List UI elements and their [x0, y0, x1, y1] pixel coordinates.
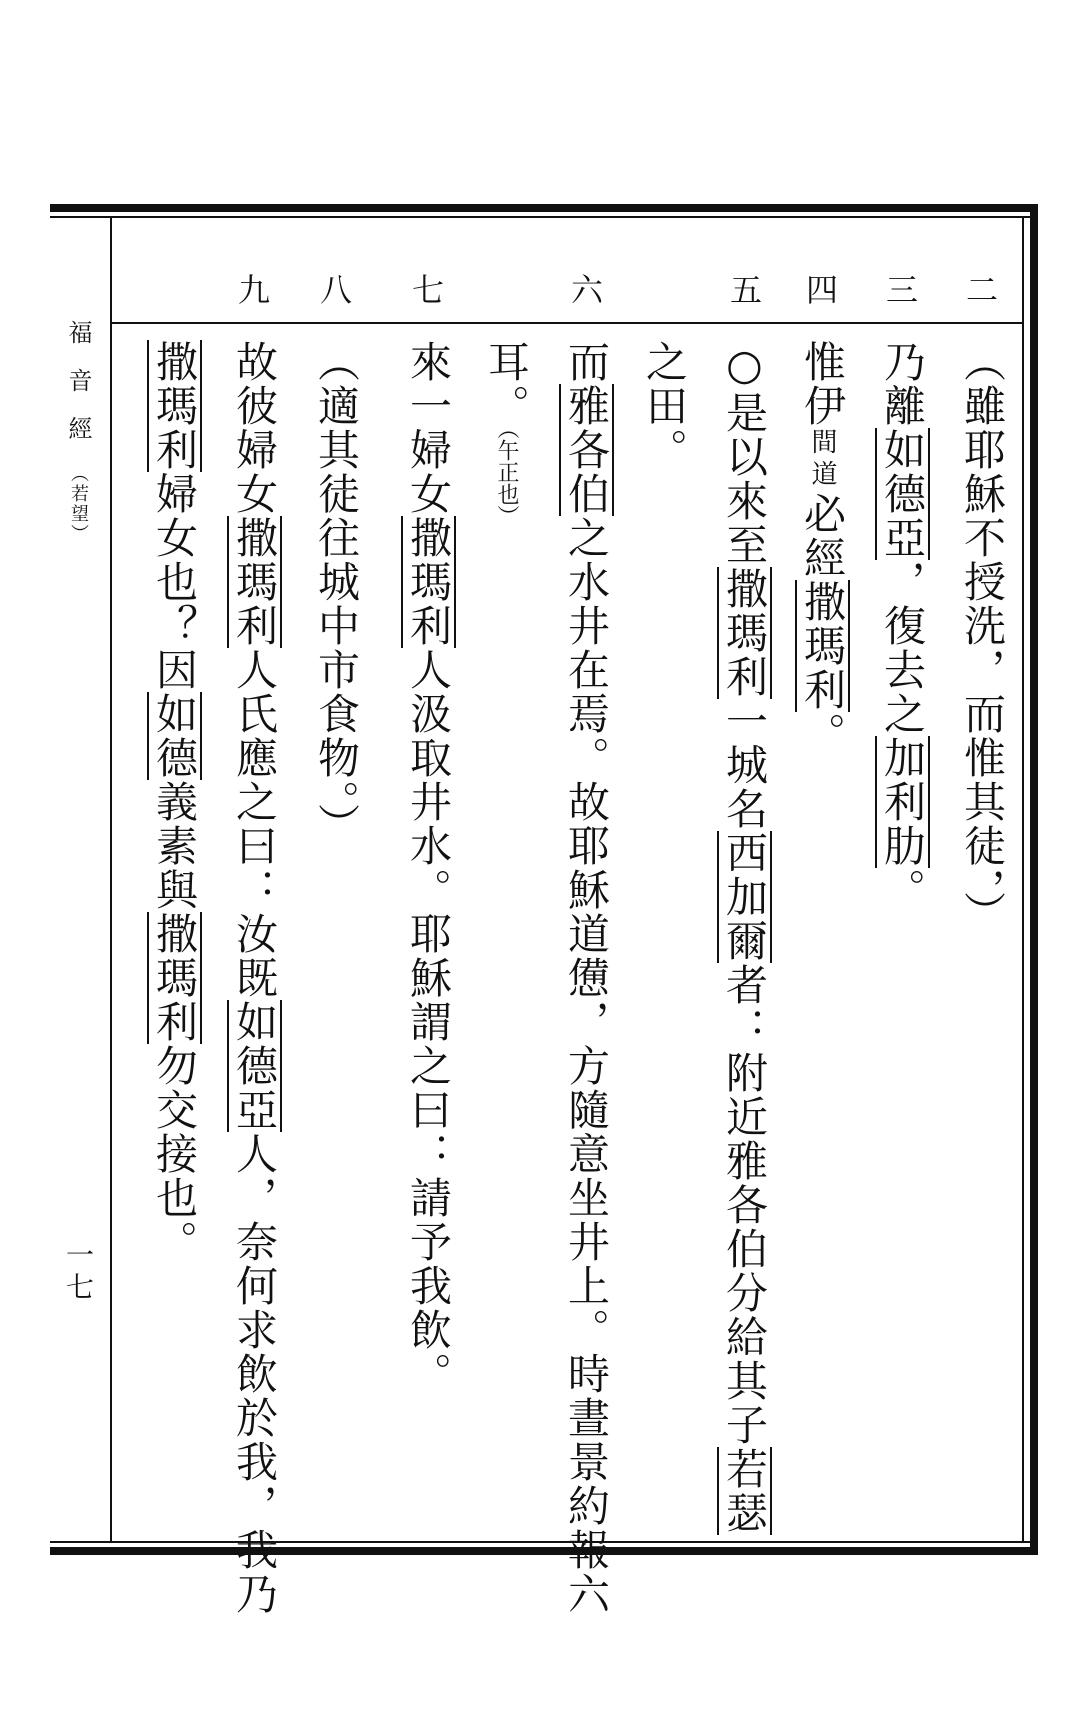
verse-number-7: 七	[411, 271, 444, 309]
text-column-6	[562, 340, 611, 1616]
text-segment: 婦女也？因	[150, 472, 199, 692]
text-column-11	[150, 340, 198, 1530]
text-column-9	[312, 340, 360, 1530]
text-segment: ，復去之	[878, 560, 927, 736]
text-segment: 人汲取井水。耶穌謂之曰：請予我飲。	[404, 648, 453, 1396]
proper-name-judea: 如德亞	[875, 428, 930, 560]
frame-top-thin-rule	[50, 216, 1038, 218]
proper-name-samaria: 撒瑪利	[227, 516, 282, 648]
proper-name-samaria: 撒瑪利	[717, 567, 772, 699]
proper-name-samaria: 撒瑪利	[401, 516, 456, 648]
text-segment: 而	[562, 340, 611, 384]
proper-name-jacob: 雅各伯	[559, 384, 614, 516]
text-column-5	[640, 340, 688, 1530]
text-segment: 一城名	[720, 699, 769, 831]
verse-number-9: 九	[237, 271, 270, 309]
annotation-note: （午正也）	[494, 428, 519, 527]
text-segment: 人氏應之曰：汝既	[230, 648, 279, 1000]
verse-2-text: ︵雖耶穌不授洗，而惟其徒，︶	[958, 340, 1007, 935]
proper-name-samaria: 撒瑪利	[795, 580, 850, 712]
text-segment: 來一婦女	[404, 340, 453, 516]
verse-number-5: 五	[729, 271, 762, 309]
frame-bottom-thin-rule	[50, 1541, 1032, 1543]
frame-left-rule	[110, 216, 112, 1543]
proper-name-judea: 如德亞	[227, 1000, 282, 1132]
text-column-3	[798, 340, 846, 1530]
text-segment: 耳。	[482, 340, 531, 428]
text-segment: ○是以來至	[720, 340, 769, 567]
text-segment: 之水井在焉。故耶穌道憊，方隨意坐井上。時晝景約報六	[562, 516, 611, 1616]
proper-name-joseph: 若瑟	[717, 1447, 772, 1535]
text-segment: 之田。	[640, 340, 689, 472]
text-segment: 者：附近雅各伯分給其子	[720, 963, 769, 1447]
proper-name-galilee: 加利肋	[875, 736, 930, 868]
text-segment: 。	[878, 868, 927, 912]
proper-name-samaria: 撒瑪利	[147, 912, 202, 1044]
text-segment: 必經	[798, 492, 847, 580]
text-column-2	[878, 340, 926, 1530]
interlinear-gloss: 間道	[807, 428, 837, 492]
text-column-1	[958, 340, 1006, 1530]
verse-number-3: 三	[885, 271, 918, 309]
book-subtitle: （若望）	[68, 464, 89, 544]
text-column-4	[720, 340, 769, 1535]
frame-bottom-thick-rule	[50, 1547, 1032, 1555]
verse-8-text: ︵適其徒往城中市食物。︶	[312, 340, 361, 847]
text-segment: 。	[798, 712, 847, 756]
text-segment: 勿交接也。	[150, 1044, 199, 1264]
book-title: 福音經	[64, 320, 92, 464]
text-column-10	[230, 340, 279, 1616]
header-separator-rule	[112, 322, 1022, 324]
text-segment: 義素與	[150, 780, 199, 912]
verse-number-4: 四	[805, 271, 838, 309]
text-column-7	[482, 340, 530, 1530]
text-segment: 故彼婦女	[230, 340, 279, 516]
page-number: 一七	[62, 1240, 95, 1304]
verse-number-6: 六	[570, 271, 603, 309]
frame-top-thick-rule	[50, 204, 1038, 212]
verse-number-2: 二	[965, 271, 998, 309]
frame-right-thick-rule	[1030, 204, 1038, 1555]
text-segment: 惟伊	[798, 340, 847, 428]
frame-right-thin-rule	[1022, 216, 1024, 1543]
proper-name-samaria: 撒瑪利	[147, 340, 202, 472]
verse-number-8: 八	[319, 271, 352, 309]
proper-name-sychar: 西加爾	[717, 831, 772, 963]
text-segment: 乃離	[878, 340, 927, 428]
text-column-8	[404, 340, 452, 1530]
text-segment: 人，奈何求飲於我，我乃	[230, 1132, 279, 1616]
margin-title	[58, 320, 98, 544]
proper-name-judea: 如德	[147, 692, 202, 780]
